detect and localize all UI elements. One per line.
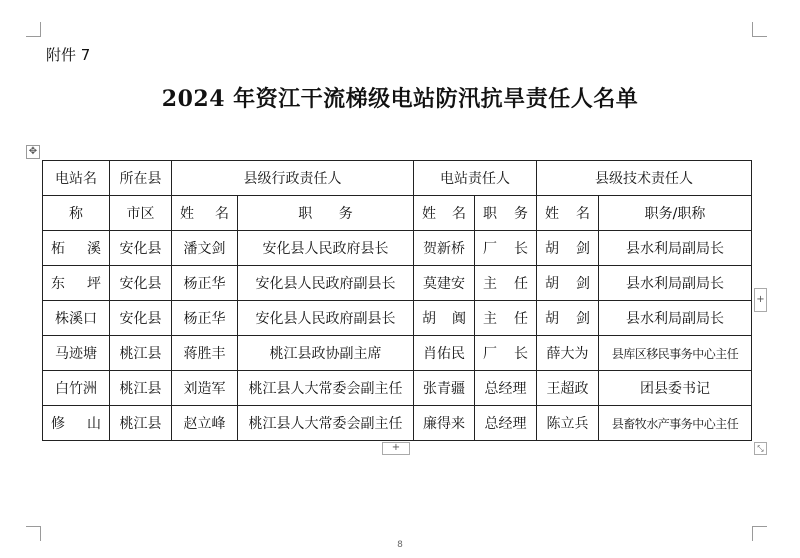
document-title: 2024 年资江干流梯级电站防汛抗旱责任人名单 bbox=[161, 86, 639, 112]
add-row-button[interactable]: + bbox=[382, 442, 410, 455]
cell-admin-name: 潘文剑 bbox=[172, 231, 238, 266]
header-station-name-cont: 称 bbox=[43, 196, 110, 231]
header-county-cont: 市区 bbox=[110, 196, 172, 231]
header-admin-name: 姓 名 bbox=[172, 196, 238, 231]
cell-station-title: 总经理 bbox=[475, 406, 537, 441]
cell-county: 安化县 bbox=[110, 301, 172, 336]
cell-tech-name: 陈立兵 bbox=[537, 406, 599, 441]
cell-station-person: 莫建安 bbox=[414, 266, 475, 301]
cell-county: 桃江县 bbox=[110, 371, 172, 406]
add-column-button[interactable]: + bbox=[754, 288, 767, 312]
cell-admin-title: 安化县人民政府县长 bbox=[238, 231, 414, 266]
table-row bbox=[43, 371, 752, 406]
cell-admin-title: 桃江县人大常委会副主任 bbox=[238, 371, 414, 406]
header-group-station: 电站责任人 bbox=[414, 161, 537, 196]
crop-mark-bottom-left bbox=[26, 526, 41, 541]
cell-admin-name: 蒋胜丰 bbox=[172, 336, 238, 371]
cell-tech-title: 团县委书记 bbox=[599, 371, 752, 406]
table-row bbox=[43, 406, 752, 441]
cell-station: 修 山 bbox=[43, 406, 110, 441]
crop-mark-bottom-right bbox=[752, 526, 767, 541]
cell-station-title: 主 任 bbox=[475, 301, 537, 336]
header-row-1 bbox=[43, 161, 752, 196]
header-tech-title: 职务/职称 bbox=[599, 196, 752, 231]
cell-tech-name: 胡 剑 bbox=[537, 231, 599, 266]
page-number: 8 bbox=[397, 540, 403, 550]
cell-tech-name: 王超政 bbox=[537, 371, 599, 406]
cell-admin-title: 安化县人民政府副县长 bbox=[238, 266, 414, 301]
header-admin-title: 职 务 bbox=[238, 196, 414, 231]
header-station-title: 职 务 bbox=[475, 196, 537, 231]
cell-admin-name: 杨正华 bbox=[172, 266, 238, 301]
cell-station-title: 总经理 bbox=[475, 371, 537, 406]
cell-station-person: 贺新桥 bbox=[414, 231, 475, 266]
cell-tech-name: 胡 剑 bbox=[537, 301, 599, 336]
cell-tech-name: 薛大为 bbox=[537, 336, 599, 371]
table-row bbox=[43, 231, 752, 266]
cell-station: 东 坪 bbox=[43, 266, 110, 301]
cell-admin-name: 刘造军 bbox=[172, 371, 238, 406]
cell-tech-name: 胡 剑 bbox=[537, 266, 599, 301]
cell-station: 株溪口 bbox=[43, 301, 110, 336]
cell-station-title: 厂 长 bbox=[475, 336, 537, 371]
header-station-name: 电站名 bbox=[43, 161, 110, 196]
cell-county: 桃江县 bbox=[110, 336, 172, 371]
cell-station-person: 张青疆 bbox=[414, 371, 475, 406]
cell-tech-title: 县水利局副局长 bbox=[599, 301, 752, 336]
table-row bbox=[43, 336, 752, 371]
cell-admin-title: 桃江县政协副主席 bbox=[238, 336, 414, 371]
header-tech-name: 姓 名 bbox=[537, 196, 599, 231]
cell-tech-title: 县库区移民事务中心主任 bbox=[599, 336, 752, 371]
cell-county: 安化县 bbox=[110, 231, 172, 266]
cell-station-title: 厂 长 bbox=[475, 231, 537, 266]
cell-admin-name: 杨正华 bbox=[172, 301, 238, 336]
crop-mark-top-left bbox=[26, 22, 41, 37]
cell-station: 马迹塘 bbox=[43, 336, 110, 371]
cell-tech-title: 县水利局副局长 bbox=[599, 231, 752, 266]
cell-tech-title: 县畜牧水产事务中心主任 bbox=[599, 406, 752, 441]
cell-admin-title: 桃江县人大常委会副主任 bbox=[238, 406, 414, 441]
cell-station-title: 主 任 bbox=[475, 266, 537, 301]
cell-station-person: 廉得来 bbox=[414, 406, 475, 441]
header-station-person: 姓 名 bbox=[414, 196, 475, 231]
cell-station-person: 胡 阗 bbox=[414, 301, 475, 336]
crop-mark-top-right bbox=[752, 22, 767, 37]
table-row bbox=[43, 301, 752, 336]
cell-county: 桃江县 bbox=[110, 406, 172, 441]
responsibility-table bbox=[42, 160, 752, 441]
table-move-handle-icon[interactable]: ✥ bbox=[26, 145, 40, 159]
cell-tech-title: 县水利局副局长 bbox=[599, 266, 752, 301]
cell-admin-title: 安化县人民政府副县长 bbox=[238, 301, 414, 336]
cell-admin-name: 赵立峰 bbox=[172, 406, 238, 441]
header-group-admin: 县级行政责任人 bbox=[172, 161, 414, 196]
header-group-tech: 县级技术责任人 bbox=[537, 161, 752, 196]
cell-station-person: 肖佑民 bbox=[414, 336, 475, 371]
cell-county: 安化县 bbox=[110, 266, 172, 301]
table-resize-handle-icon[interactable]: ⤡ bbox=[754, 442, 767, 455]
header-county: 所在县 bbox=[110, 161, 172, 196]
cell-station: 柘 溪 bbox=[43, 231, 110, 266]
header-row-2 bbox=[43, 196, 752, 231]
table-row bbox=[43, 266, 752, 301]
attachment-label: 附件 7 bbox=[46, 46, 91, 64]
cell-station: 白竹洲 bbox=[43, 371, 110, 406]
